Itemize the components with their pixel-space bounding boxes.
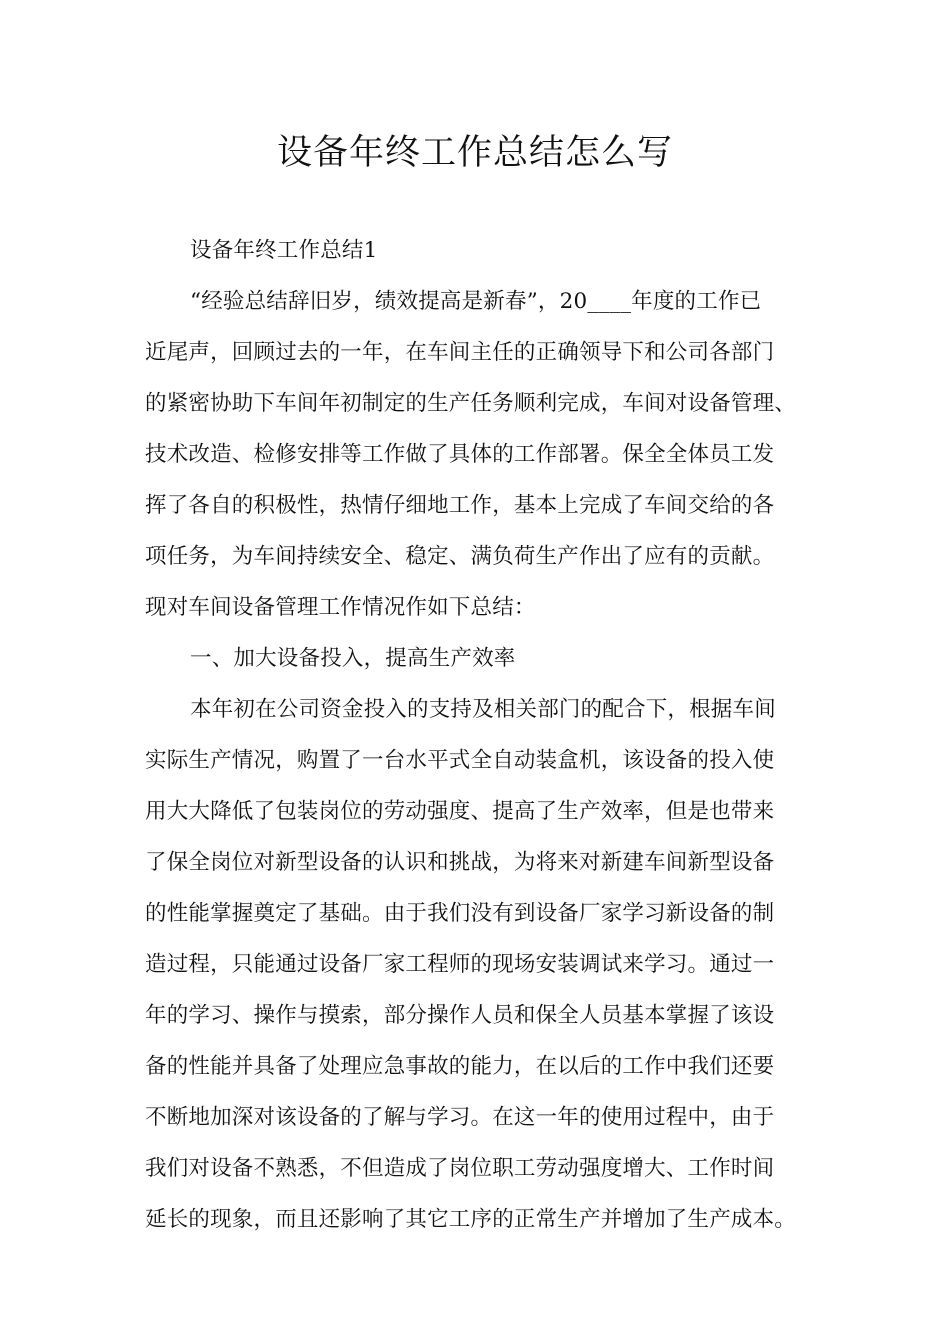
text-line-2: “经验总结辞旧岁，绩效提高是新春”，20____年度的工作已 (190, 289, 762, 314)
text-line-19: 我们对设备不熟悉，不但造成了岗位职工劳动强度增大、工作时间 (145, 1156, 775, 1181)
text-line-11: 实际生产情况，购置了一台水平式全自动装盒机，该设备的投入使 (145, 748, 775, 773)
text-line-12: 用大大降低了包装岗位的劳动强度、提高了生产效率，但是也带来 (145, 799, 775, 824)
document-body (145, 234, 815, 1254)
text-line-16: 年的学习、操作与摸索，部分操作人员和保全人员基本掌握了该设 (145, 1003, 775, 1028)
text-line-13: 了保全岗位对新型设备的认识和挑战，为将来对新建车间新型设备 (145, 850, 775, 875)
text-line-8: 现对车间设备管理工作情况作如下总结： (145, 595, 536, 620)
text-line-14: 的性能掌握奠定了基础。由于我们没有到设备厂家学习新设备的制 (145, 901, 775, 926)
text-line-3: 近尾声，回顾过去的一年，在车间主任的正确领导下和公司各部门 (145, 340, 775, 365)
text-line-18: 不断地加深对该设备的了解与学习。在这一年的使用过程中，由于 (145, 1105, 775, 1130)
text-line-4: 的紧密协助下车间年初制定的生产任务顺利完成，车间对设备管理、 (145, 391, 797, 416)
text-line-6: 挥了各自的积极性，热情仔细地工作，基本上完成了车间交给的各 (145, 493, 775, 518)
text-line-20: 延长的现象，而且还影响了其它工序的正常生产并增加了生产成本。 (145, 1207, 797, 1232)
text-line-5: 技术改造、检修安排等工作做了具体的工作部署。保全全体员工发 (145, 442, 775, 467)
text-line-10: 本年初在公司资金投入的支持及相关部门的配合下，根据车间 (190, 697, 776, 722)
text-line-7: 项任务，为车间持续安全、稳定、满负荷生产作出了应有的贡献。 (145, 544, 775, 569)
text-line-17: 备的性能并具备了处理应急事故的能力，在以后的工作中我们还要 (145, 1054, 775, 1079)
text-line-1: 设备年终工作总结1 (190, 238, 378, 263)
text-line-15: 造过程，只能通过设备厂家工程师的现场安装调试来学习。通过一 (145, 952, 775, 977)
document-title: 设备年终工作总结怎么写 (276, 133, 673, 173)
section-heading: 一、加大设备投入，提高生产效率 (190, 646, 516, 671)
